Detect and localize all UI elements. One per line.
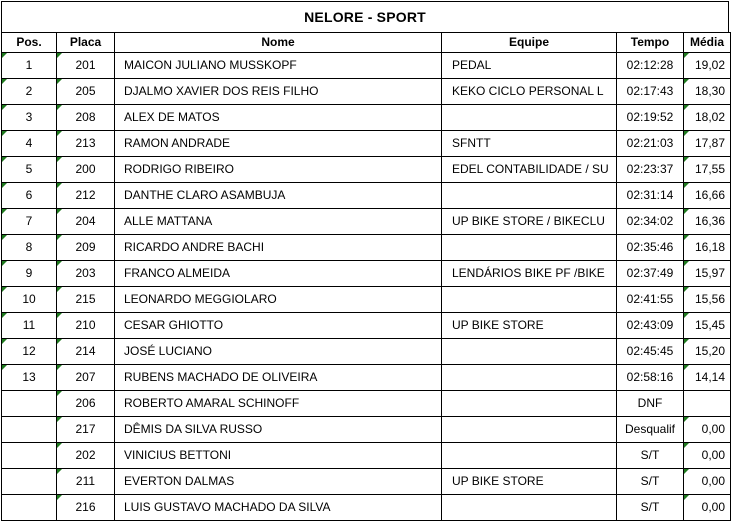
- table-row: [2, 313, 731, 339]
- cell-media: 0,00: [684, 469, 731, 495]
- table-row: [2, 105, 731, 131]
- table-row: [2, 131, 731, 157]
- cell-equipe: KEKO CICLO PERSONAL L: [442, 79, 617, 105]
- cell-tempo: S/T: [617, 495, 684, 521]
- cell-media: 18,30: [684, 79, 731, 105]
- cell-tempo: 02:58:16: [617, 365, 684, 391]
- cell-media: 15,56: [684, 287, 731, 313]
- column-header-equipe: Equipe: [442, 33, 617, 53]
- cell-equipe: [442, 365, 617, 391]
- cell-equipe: UP BIKE STORE / BIKECLU: [442, 209, 617, 235]
- table-row: [2, 417, 731, 443]
- cell-nome: FRANCO ALMEIDA: [115, 261, 442, 287]
- cell-nome: LEONARDO MEGGIOLARO: [115, 287, 442, 313]
- cell-pos: 7: [2, 209, 57, 235]
- table-body: [2, 53, 731, 521]
- cell-tempo: 02:43:09: [617, 313, 684, 339]
- cell-media: 15,20: [684, 339, 731, 365]
- cell-nome: DANTHE CLARO ASAMBUJA: [115, 183, 442, 209]
- column-header-nome: Nome: [115, 33, 442, 53]
- cell-equipe: [442, 443, 617, 469]
- cell-equipe: PEDAL: [442, 53, 617, 79]
- cell-tempo: 02:45:45: [617, 339, 684, 365]
- cell-media: [684, 391, 731, 417]
- table-row: [2, 391, 731, 417]
- cell-media: 16,36: [684, 209, 731, 235]
- table-row: [2, 53, 731, 79]
- cell-pos: [2, 443, 57, 469]
- cell-tempo: S/T: [617, 469, 684, 495]
- cell-pos: 12: [2, 339, 57, 365]
- cell-placa: 203: [57, 261, 115, 287]
- cell-media: 15,45: [684, 313, 731, 339]
- cell-tempo: 02:21:03: [617, 131, 684, 157]
- cell-equipe: SFNTT: [442, 131, 617, 157]
- cell-nome: ALEX DE MATOS: [115, 105, 442, 131]
- cell-media: 16,18: [684, 235, 731, 261]
- cell-media: 17,87: [684, 131, 731, 157]
- cell-equipe: [442, 339, 617, 365]
- cell-nome: RUBENS MACHADO DE OLIVEIRA: [115, 365, 442, 391]
- cell-equipe: [442, 495, 617, 521]
- cell-equipe: [442, 235, 617, 261]
- cell-placa: 208: [57, 105, 115, 131]
- cell-pos: 8: [2, 235, 57, 261]
- cell-equipe: [442, 105, 617, 131]
- cell-media: 19,02: [684, 53, 731, 79]
- cell-nome: ROBERTO AMARAL SCHINOFF: [115, 391, 442, 417]
- header-row: [2, 33, 731, 53]
- cell-placa: 214: [57, 339, 115, 365]
- cell-placa: 213: [57, 131, 115, 157]
- cell-pos: 1: [2, 53, 57, 79]
- column-header-pos: Pos.: [2, 33, 57, 53]
- cell-placa: 216: [57, 495, 115, 521]
- cell-pos: [2, 391, 57, 417]
- cell-tempo: 02:41:55: [617, 287, 684, 313]
- cell-placa: 205: [57, 79, 115, 105]
- table-row: [2, 157, 731, 183]
- cell-pos: 11: [2, 313, 57, 339]
- cell-placa: 206: [57, 391, 115, 417]
- cell-tempo: 02:34:02: [617, 209, 684, 235]
- cell-pos: [2, 469, 57, 495]
- cell-pos: 13: [2, 365, 57, 391]
- cell-tempo: S/T: [617, 443, 684, 469]
- cell-placa: 215: [57, 287, 115, 313]
- cell-pos: 9: [2, 261, 57, 287]
- cell-nome: DJALMO XAVIER DOS REIS FILHO: [115, 79, 442, 105]
- cell-media: 14,14: [684, 365, 731, 391]
- table-row: [2, 443, 731, 469]
- table-row: [2, 495, 731, 521]
- cell-placa: 212: [57, 183, 115, 209]
- cell-placa: 201: [57, 53, 115, 79]
- column-header-tempo: Tempo: [617, 33, 684, 53]
- cell-equipe: EDEL CONTABILIDADE / SU: [442, 157, 617, 183]
- cell-placa: 204: [57, 209, 115, 235]
- cell-tempo: 02:12:28: [617, 53, 684, 79]
- cell-equipe: [442, 391, 617, 417]
- cell-nome: RAMON ANDRADE: [115, 131, 442, 157]
- cell-nome: VINICIUS BETTONI: [115, 443, 442, 469]
- cell-equipe: LENDÁRIOS BIKE PF /BIKE: [442, 261, 617, 287]
- cell-placa: 209: [57, 235, 115, 261]
- cell-nome: DÊMIS DA SILVA RUSSO: [115, 417, 442, 443]
- cell-pos: 10: [2, 287, 57, 313]
- cell-tempo: 02:37:49: [617, 261, 684, 287]
- cell-media: 0,00: [684, 495, 731, 521]
- table-row: [2, 235, 731, 261]
- cell-media: 0,00: [684, 443, 731, 469]
- cell-tempo: DNF: [617, 391, 684, 417]
- cell-nome: ALLE MATTANA: [115, 209, 442, 235]
- cell-media: 17,55: [684, 157, 731, 183]
- cell-nome: JOSÉ LUCIANO: [115, 339, 442, 365]
- cell-tempo: Desqualif: [617, 417, 684, 443]
- cell-pos: [2, 495, 57, 521]
- cell-pos: 5: [2, 157, 57, 183]
- cell-media: 0,00: [684, 417, 731, 443]
- cell-pos: 3: [2, 105, 57, 131]
- cell-placa: 202: [57, 443, 115, 469]
- cell-pos: [2, 417, 57, 443]
- cell-nome: RODRIGO RIBEIRO: [115, 157, 442, 183]
- cell-placa: 211: [57, 469, 115, 495]
- cell-equipe: UP BIKE STORE: [442, 313, 617, 339]
- column-header-media: Média: [684, 33, 731, 53]
- cell-tempo: 02:31:14: [617, 183, 684, 209]
- table-row: [2, 469, 731, 495]
- page-title: NELORE - SPORT: [1, 1, 729, 32]
- cell-nome: EVERTON DALMAS: [115, 469, 442, 495]
- cell-placa: 200: [57, 157, 115, 183]
- cell-nome: CESAR GHIOTTO: [115, 313, 442, 339]
- cell-equipe: UP BIKE STORE: [442, 469, 617, 495]
- cell-pos: 6: [2, 183, 57, 209]
- table-row: [2, 261, 731, 287]
- cell-nome: LUIS GUSTAVO MACHADO DA SILVA: [115, 495, 442, 521]
- cell-equipe: [442, 417, 617, 443]
- cell-pos: 4: [2, 131, 57, 157]
- cell-media: 18,02: [684, 105, 731, 131]
- cell-tempo: 02:17:43: [617, 79, 684, 105]
- table-row: [2, 365, 731, 391]
- column-header-placa: Placa: [57, 33, 115, 53]
- results-table: [1, 32, 731, 521]
- cell-pos: 2: [2, 79, 57, 105]
- cell-equipe: [442, 287, 617, 313]
- cell-media: 15,97: [684, 261, 731, 287]
- cell-tempo: 02:19:52: [617, 105, 684, 131]
- cell-tempo: 02:35:46: [617, 235, 684, 261]
- cell-equipe: [442, 183, 617, 209]
- table-row: [2, 79, 731, 105]
- cell-tempo: 02:23:37: [617, 157, 684, 183]
- table-row: [2, 209, 731, 235]
- table-row: [2, 339, 731, 365]
- cell-placa: 210: [57, 313, 115, 339]
- cell-nome: RICARDO ANDRE BACHI: [115, 235, 442, 261]
- cell-nome: MAICON JULIANO MUSSKOPF: [115, 53, 442, 79]
- cell-placa: 217: [57, 417, 115, 443]
- cell-media: 16,66: [684, 183, 731, 209]
- cell-placa: 207: [57, 365, 115, 391]
- table-row: [2, 183, 731, 209]
- table-row: [2, 287, 731, 313]
